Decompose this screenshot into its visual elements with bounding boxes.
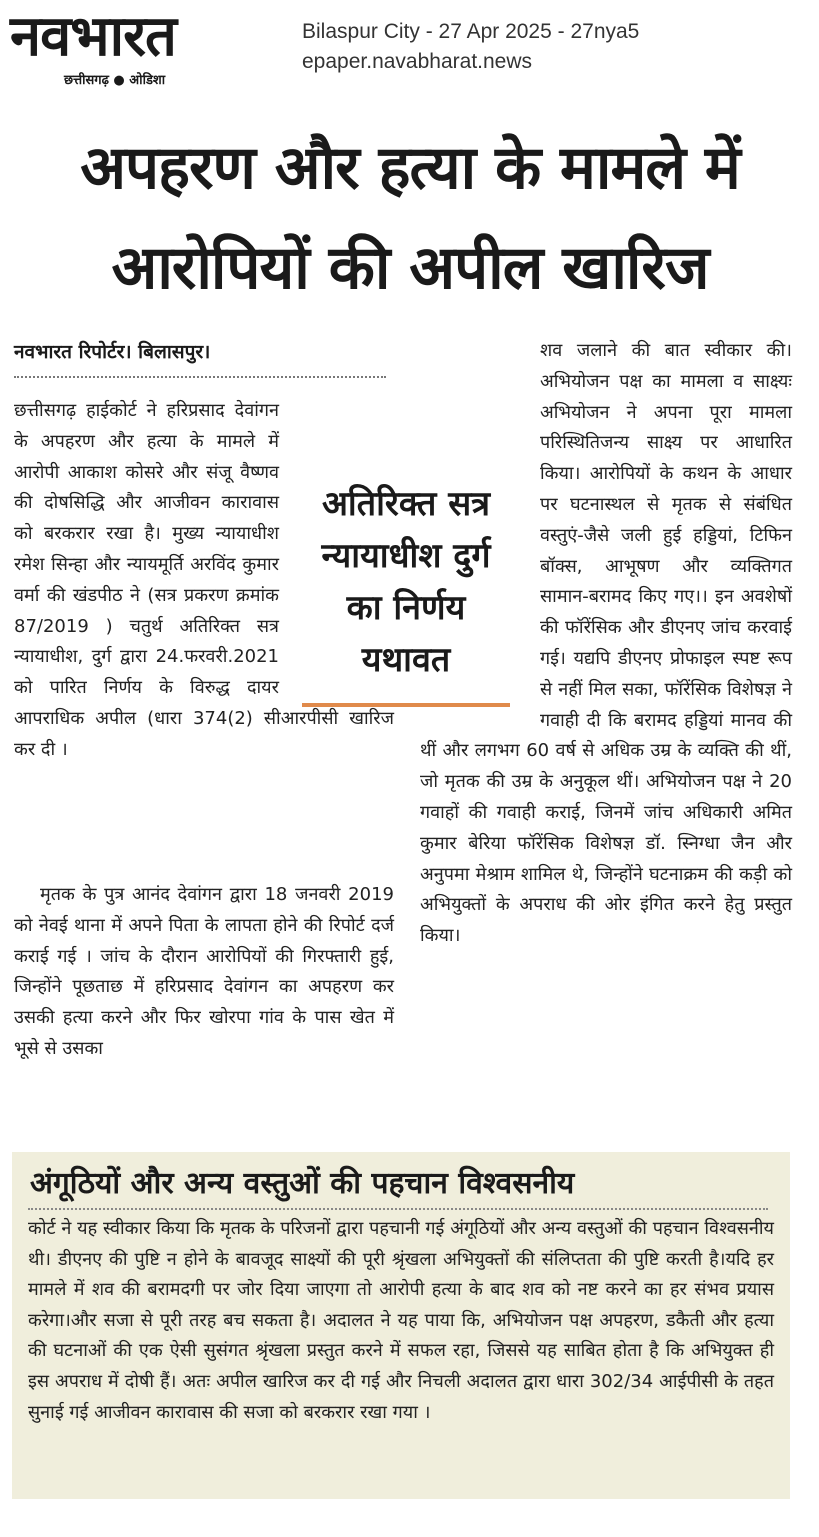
- masthead: [0, 0, 819, 100]
- sidebar-box: [12, 1152, 790, 1499]
- sidebar-body: कोर्ट ने यह स्वीकार किया कि मृतक के परिजनों द्वारा पहचानी गई अंगूठियों और अन्य वस्तुओं की पहचान विश्वसनीय थी। डीएनए की पुष्टि न होने के बावजूद साक्ष्यों की पूरी श्रृंखला अभियुक्तों की संलिप्तता की पुष्टि करती है।यदि हर मामले में शव की बरामदगी पर जोर दिया जाएगा तो आरोपी हत्या के बाद शव को नष्ट करने का हर संभव प्रयास करेगा।और सजा से पूरी तरह बच सकता है। अदालत ने यह पाया कि, अभियोजन पक्ष अपहरण, डकैती और हत्या की घटनाओं की एक ऐसी सुसंगत श्रृंखला प्रस्तुत करने में सफल रहा, जिससे यह साबित होता है कि अभियुक्त ही इस अपराध में दोषी हैं। अतः अपील खारिज कर दी गई और निचली अदालत द्वारा धारा 302/34 आईपीसी के तहत सुनाई गई आजीवन कारावास की सजा को बरकरार रखा गया ।: [28, 1218, 774, 1423]
- logo-text: नवभारत: [10, 4, 176, 69]
- article-paragraph-2: मृतक के पुत्र आनंद देवांगन द्वारा 18 जनवरी 2019 को नेवई थाना में अपने पिता के लापता होने की रिपोर्ट दर्ज कराई गई । जांच के दौरान आरोपियों की गिरफ्तारी हुई, जिन्होंने पूछताछ में हरिप्रसाद देवांगन का अपहरण कर उसकी हत्या करने और फिर खोरपा गांव के पास खेत में भूसे से उसका: [14, 884, 394, 1059]
- article-paragraph-1: छत्तीसगढ़ हाईकोर्ट ने हरिप्रसाद देवांगन के अपहरण और हत्या के मामले में आरोपी आकाश कोसरे और संजू वैष्णव की दोषसिद्धि और आजीवन कारावास को बरकरार रखा है। मुख्य न्यायाधीश रमेश सिन्हा और न्यायमूर्ति अरविंद कुमार वर्मा की खंडपीठ ने (सत्र प्रकरण क्रमांक 87/2019 ) चतुर्थ अतिरिक्त सत्र न्यायाधीश, दुर्ग द्वारा 24.फरवरी.2021 को पारित निर्णय के विरुद्ध दायर आपराधिक अपील (धारा 374(2) सीआरपीसी खारिज कर दी ।: [14, 400, 394, 760]
- article-paragraph-3: शव जलाने की बात स्वीकार की। अभियोजन पक्ष का मामला व साक्ष्यः अभियोजन ने अपना पूरा मामला परिस्थितिजन्य साक्ष्य पर आधारित किया। आरोपियों के कथन के आधार पर घटनास्थल से मृतक से संबंधित वस्तुएं-जैसे जली हुई हड्डियां, टिफिन बॉक्स, आभूषण और व्यक्तिगत सामान-बरामद किए गए।। इन अवशेषों की फॉरेंसिक और डीएनए जांच करवाई गई। यद्यपि डीएनए प्रोफाइल स्पष्ट रूप से नहीं मिल सका, फॉरेंसिक विशेषज्ञ ने गवाही दी कि बरामद हड्डियां मानव की थीं और लगभग 60 वर्ष से अधिक उम्र के व्यक्ति की थीं, जो मृतक की उम्र के अनुकूल थीं। अभियोजन पक्ष ने 20 गवाहों की गवाही कराई, जिनमें जांच अधिकारी अमित कुमार बेरिया फॉरेंसिक विशेषज्ञ डॉ. स्निग्धा जैन और अनुपमा मेश्राम शामिल थे, जिन्होंने घटनाक्रम की कड़ी को अभियुक्तों के अपराध की ओर इंगित करने हेतु प्रस्तुत किया।: [420, 340, 792, 947]
- sidebar-title: अंगूठियों और अन्य वस्तुओं की पहचान विश्वसनीय: [30, 1166, 575, 1201]
- logo-subtitle: छत्तीसगढ़ ● ओडिशा: [64, 73, 166, 88]
- byline: नवभारत रिपोर्टर। बिलासपुर।: [14, 341, 211, 363]
- edition-info: Bilaspur City - 27 Apr 2025 - 27nya5: [302, 20, 640, 43]
- headline: अपहरण और हत्या के मामले में आरोपियों की अपील खारिज: [80, 133, 740, 303]
- site-url[interactable]: epaper.navabharat.news: [302, 50, 533, 73]
- byline-divider: [14, 376, 386, 378]
- pull-quote-underline: [302, 703, 510, 707]
- pull-quote: अतिरिक्त सत्र न्यायाधीश दुर्ग का निर्णय यथावत: [321, 484, 491, 680]
- newspaper-logo: [4, 6, 282, 94]
- sidebar-divider: [28, 1208, 768, 1210]
